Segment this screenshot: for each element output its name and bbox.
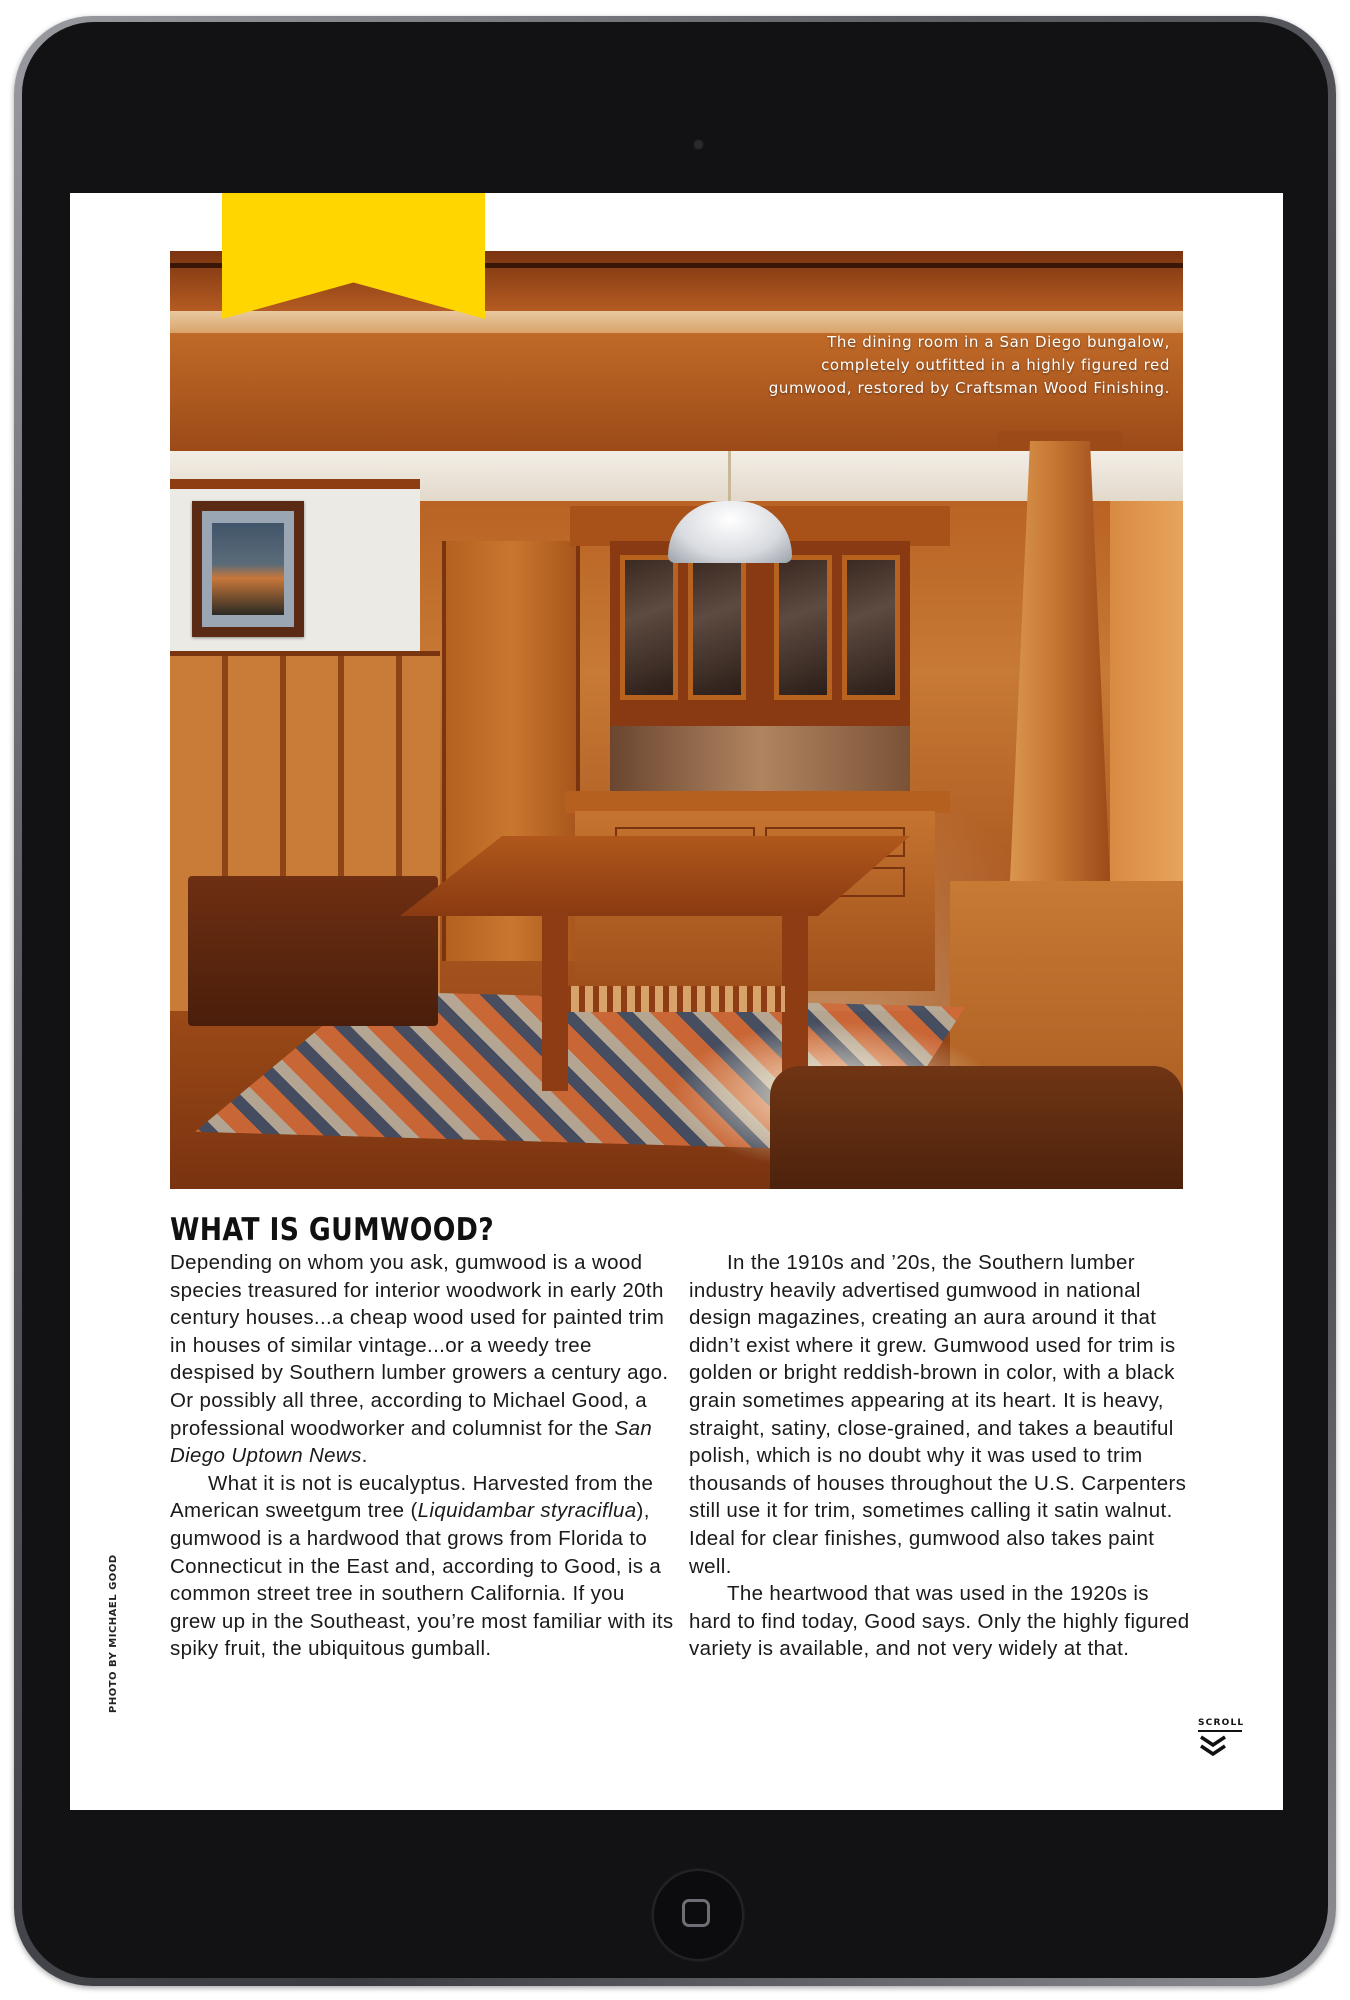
paragraph-text: ), gumwood is a hardwood that grows from Florida to Connecticut in the East and, according to Good, is a common street tree in southern California. If you grew up in the Southeast, you’re most familiar with its spiky fruit, the ubiquitous gumball. <box>170 1499 674 1661</box>
photo-table-leg <box>782 911 808 1091</box>
photo-beam-band <box>170 311 1183 333</box>
magazine-page[interactable] <box>70 193 1283 1810</box>
dining-room-photo <box>170 251 1183 1189</box>
photo-cabinet-glass <box>842 555 900 700</box>
paragraph-text: What it is not is eucalyptus. Harvested from the American sweetgum tree ( <box>170 1471 654 1523</box>
photo-lamp-chain <box>728 451 731 506</box>
scroll-label: SCROLL <box>1198 1718 1242 1732</box>
photo-right-wall <box>1110 501 1183 881</box>
article-paragraph <box>170 1249 676 1470</box>
article-paragraph <box>689 1580 1195 1663</box>
photo-cabinet-glass <box>620 555 678 700</box>
photo-buffet-top <box>565 791 950 813</box>
photo-picture-art <box>212 523 284 615</box>
article-column-left <box>170 1249 676 1663</box>
photo-picture-rail <box>170 479 420 489</box>
paragraph-italic-text: San Diego Uptown News <box>170 1416 653 1468</box>
photo-cabinet-glass <box>688 555 746 700</box>
scroll-indicator[interactable] <box>1198 1718 1245 1768</box>
home-button[interactable] <box>652 1869 744 1961</box>
paragraph-text: Depending on whom you ask, gumwood is a wood species treasured for interior woodwork in early 20th century houses...a cheap wood used for painted trim in houses of similar vintage...or a weedy tree despised by Southern lumber growers a century ago. Or possibly all three, according to Michael Good, a professional woodworker and columnist for the <box>170 1251 669 1440</box>
photo-tapered-column <box>1010 441 1110 881</box>
photo-buffet-mirror <box>610 726 910 791</box>
photo-credit: PHOTO BY MICHAEL GOOD <box>108 1554 119 1713</box>
article-title: WHAT IS GUMWOOD? <box>170 1212 495 1248</box>
article-column-right <box>689 1249 1195 1663</box>
photo-chair-back <box>770 1066 1183 1189</box>
paragraph-italic-text: Liquidambar styraciflua <box>417 1499 637 1523</box>
article-paragraph <box>689 1249 1195 1580</box>
photo-cabinet-glass <box>774 555 832 700</box>
photo-china-cabinet <box>610 541 910 726</box>
paragraph-text: The heartwood that was used in the 1920s is hard to find today, Good says. Only the highly figured variety is available, and not very widely at that. <box>689 1582 1190 1661</box>
front-camera <box>693 139 704 150</box>
photo-bench-chest <box>188 876 438 1026</box>
double-chevron-down-icon <box>1198 1734 1228 1758</box>
photo-caption: The dining room in a San Diego bungalow, completely outfitted in a highly figured red gumwood, restored by Craftsman Wood Finishing. <box>768 333 1170 397</box>
photo-table-stretcher <box>565 986 785 1012</box>
article-paragraph <box>170 1470 676 1663</box>
home-square-icon <box>682 1899 710 1927</box>
photo-picture-mat <box>202 511 294 627</box>
photo-framed-picture <box>192 501 304 637</box>
paragraph-text: . <box>361 1444 368 1468</box>
paragraph-text: In the 1910s and ’20s, the Southern lumber industry heavily advertised gumwood in national design magazines, creating an aura around it that didn’t exist where it grew. Gumwood used for trim is golden or bright reddish-brown in color, with a black grain sometimes appearing at its heart. It is heavy, straight, satiny, close-grained, and takes a beautiful polish, which is no doubt why it was used to trim thousands of houses throughout the U.S. Carpenters still use it for trim, sometimes calling it satin walnut. Ideal for clear finishes, gumwood also takes paint well. <box>689 1251 1187 1578</box>
